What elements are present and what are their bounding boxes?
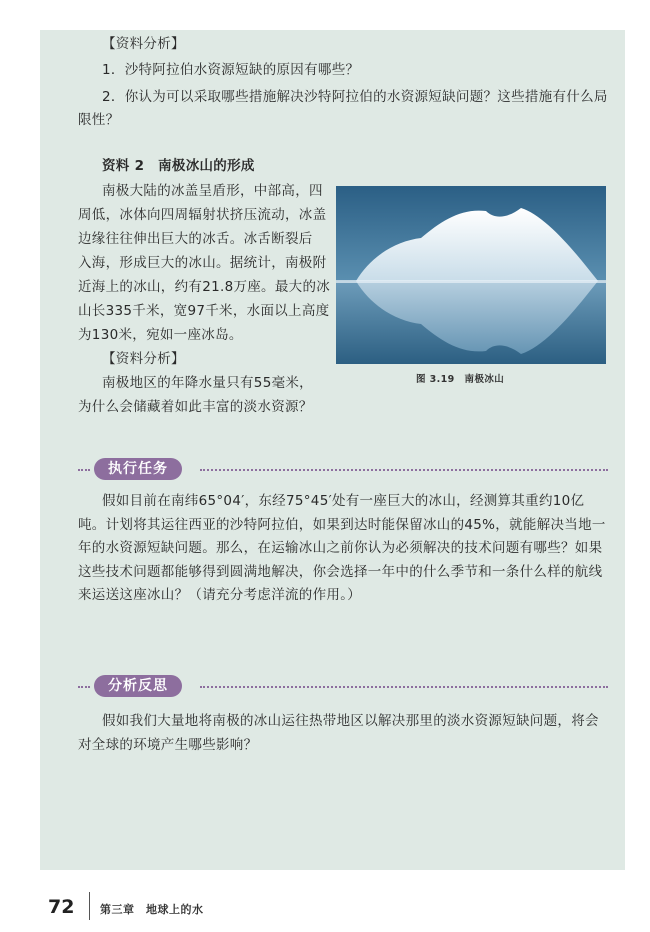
task-label: 执行任务 [94,458,182,480]
material-2-title: 资料 2 南极冰山的形成 [102,158,255,174]
material-2-line: 南极大陆的冰盖呈盾形，中部高，四 [102,183,323,199]
analysis-heading-2: 【资料分析】 [102,351,185,367]
task-dots-right [200,469,608,471]
analysis-question: 南极地区的年降水量只有55毫米， [102,375,313,391]
reflection-label: 分析反思 [94,675,182,697]
page-number: 72 [48,896,75,918]
reflection-dots-right [200,686,608,688]
question-2: 2．你认为可以采取哪些措施解决沙特阿拉伯的水资源短缺问题？这些措施有什么局限性？ [78,89,608,128]
reflection-dots-left [78,686,90,688]
analysis-question: 为什么会储藏着如此丰富的淡水资源？ [78,399,313,415]
material-2-line: 为130米，宛如一座冰岛。 [78,327,243,343]
iceberg-photo [336,186,606,364]
figure-caption: 图 3.19 南极冰山 [416,374,505,385]
chapter-title: 第三章 地球上的水 [100,903,204,916]
reflection-text: 假如我们大量地将南极的冰山运往热带地区以解决那里的淡水资源短缺问题，将会对全球的环境产生哪些影响？ [78,713,599,753]
analysis-heading-1: 【资料分析】 [102,36,185,52]
question-1: 1．沙特阿拉伯水资源短缺的原因有哪些？ [102,62,360,78]
material-2-line: 近海上的冰山，约有21.8万座。最大的冰 [78,279,331,295]
material-2-line: 入海，形成巨大的冰山。据统计，南极附 [78,255,327,271]
task-text: 假如目前在南纬65°04′，东经75°45′处有一座巨大的冰山，经测算其重约10亿吨。计划将其运往西亚的沙特阿拉伯，如果到达时能保留冰山的45%，就能解决当地一年的水资源短缺问题。那么，在运输冰山之前你认为必须解决的技术问题有哪些？如果这些技术问题都能够得到圆满地解决，你会选择一年中的什么季节和一条什么样的航线来运送这座冰山？（请充分考虑洋流的作用。） [78,493,606,603]
material-2-line: 山长335千米，宽97千米，水面以上高度 [78,303,330,319]
material-2-line: 边缘往往伸出巨大的冰舌。冰舌断裂后 [78,231,313,247]
footer-divider [89,892,90,920]
material-2-line: 周低，冰体向四周辐射状挤压流动，冰盖 [78,207,327,223]
task-dots-left [78,469,90,471]
